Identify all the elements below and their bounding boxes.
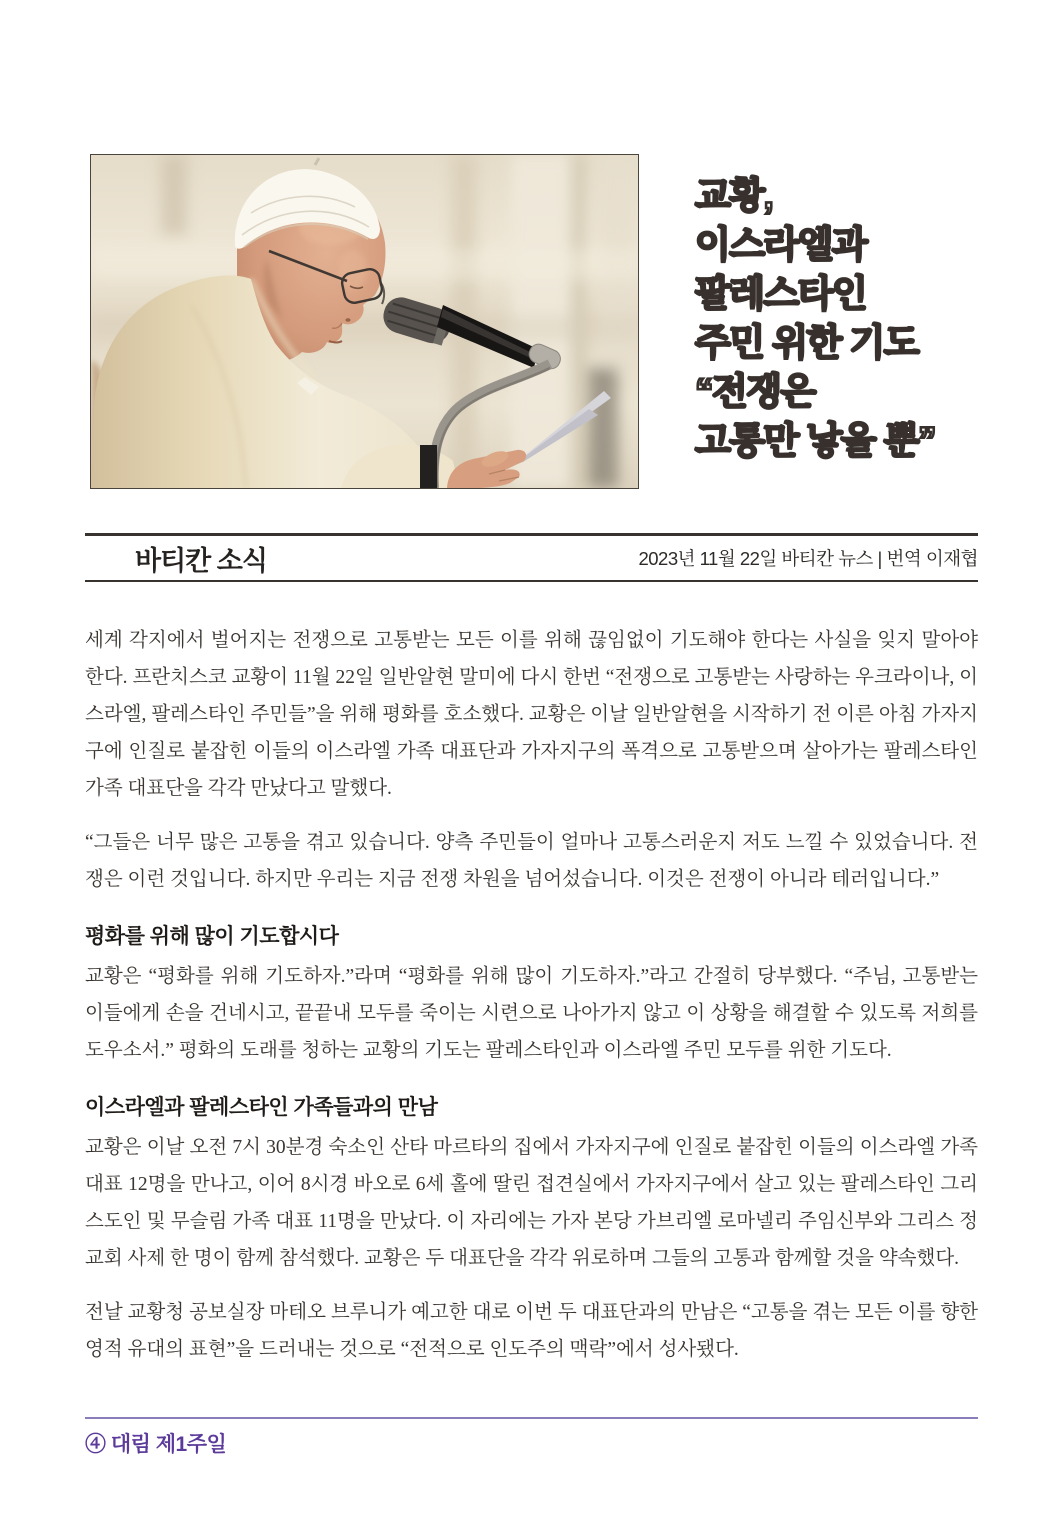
paragraph: “그들은 너무 많은 고통을 겪고 있습니다. 양측 주민들이 얼마나 고통스러운지 저도 느낄 수 있었습니다. 전쟁은 이런 것입니다. 하지만 우리는 지금 전쟁 차원을 넘어섰습니다. 이것은 전쟁이 아니라 테러입니다.” — [85, 832, 978, 890]
section-title: 바티칸 소식 — [135, 545, 267, 576]
section-meta: 2023년 11월 22일 바티칸 뉴스 | 번역 이재협 — [638, 548, 978, 569]
subheading: 평화를 위해 많이 기도합시다 — [85, 925, 339, 948]
headline-line: 주민 위한 기도 — [695, 322, 919, 363]
subheading: 이스라엘과 팔레스타인 가족들과의 만남 — [85, 1096, 438, 1119]
footer-label: ④ 대림 제1주일 — [85, 1433, 227, 1456]
article-body — [85, 622, 978, 1385]
headline-line: 이스라엘과 — [695, 224, 867, 265]
headline-line: 팔레스타인 — [695, 273, 867, 314]
page-footer — [85, 1417, 978, 1458]
section-header — [85, 533, 978, 582]
headline-line: 교황, — [695, 175, 773, 216]
paragraph: 전날 교황청 공보실장 마테오 브루니가 예고한 대로 이번 두 대표단과의 만남은 “고통을 겪는 모든 이를 향한 영적 유대의 표현”을 드러내는 것으로 “전적으로 인도주의 맥락”에서 성사됐다. — [85, 1302, 978, 1360]
paragraph: 교황은 이날 오전 7시 30분경 숙소인 산타 마르타의 집에서 가자지구에 인질로 붙잡힌 이들의 이스라엘 가족 대표 12명을 만나고, 이어 8시경 바오로 6세 홀에 딸린 접견실에서 가자지구에서 살고 있는 팔레스타인 그리스도인 및 무슬림 가족 대표 11명을 만났다. 이 자리에는 가자 본당 가브리엘 로마넬리 주임신부와 그리스 정교회 사제 한 명이 함께 참석했다. 교황은 두 대표단을 각각 위로하며 그들의 고통과 함께할 것을 약속했다. — [85, 1137, 978, 1269]
article-headline — [695, 171, 985, 465]
headline-line: 고통만 낳을 뿐” — [695, 420, 936, 461]
paragraph: 교황은 “평화를 위해 기도하자.”라며 “평화를 위해 많이 기도하자.”라고 간절히 당부했다. “주님, 고통받는 이들에게 손을 건네시고, 끝끝내 모두를 죽이는 시련으로 나아가지 않고 이 상황을 해결할 수 있도록 저희를 도우소서.” 평화의 도래를 청하는 교황의 기도는 팔레스타인과 이스라엘 주민 모두를 위한 기도다. — [85, 966, 978, 1061]
paragraph: 세계 각지에서 벌어지는 전쟁으로 고통받는 모든 이를 위해 끊임없이 기도해야 한다는 사실을 잊지 말아야 한다. 프란치스코 교황이 11월 22일 일반알현 말미에 다시 한번 “전쟁으로 고통받는 사랑하는 우크라이나, 이스라엘, 팔레스타인 주민들”을 위해 평화를 호소했다. 교황은 이날 일반알현을 시작하기 전 이른 아침 가자지구에 인질로 붙잡힌 이들의 이스라엘 가족 대표단과 가자지구의 폭격으로 고통받으며 살아가는 팔레스타인 가족 대표단을 각각 만났다고 말했다. — [85, 630, 978, 799]
pope-photo — [90, 154, 639, 489]
pope-photo-illustration — [91, 155, 638, 488]
headline-line: “전쟁은 — [695, 371, 815, 412]
